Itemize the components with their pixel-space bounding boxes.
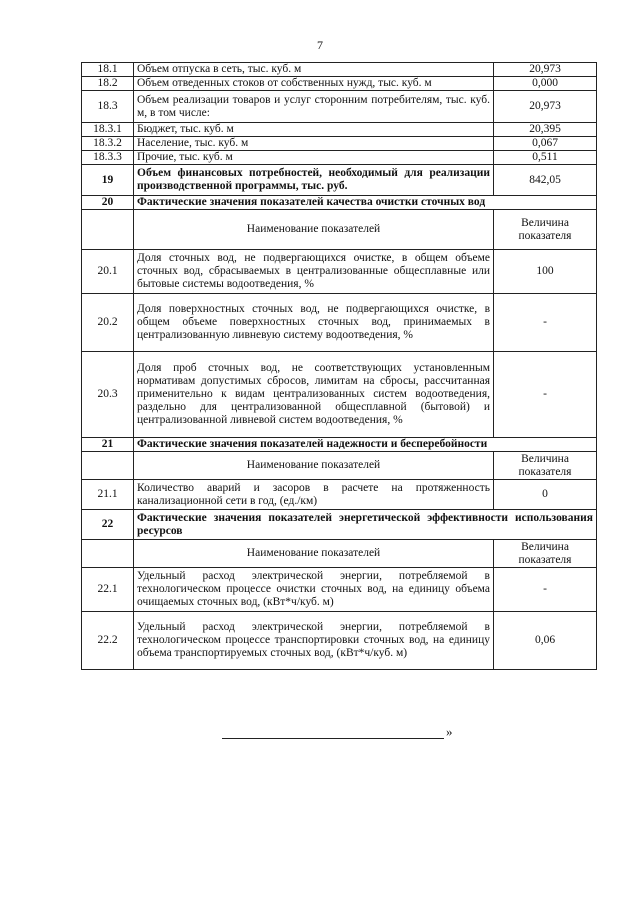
column-header-value: Величина показателя <box>494 210 597 250</box>
table-row-financial-needs <box>82 165 597 196</box>
row-number: 22.2 <box>82 612 134 670</box>
row-value: 20,973 <box>494 91 597 123</box>
table-row <box>82 250 597 294</box>
empty-cell <box>82 452 134 480</box>
column-header-row <box>82 540 597 568</box>
section-title: Фактические значения показателей энергетической эффективности использования ресурсов <box>134 510 597 540</box>
table-row <box>82 151 597 165</box>
section-number: 22 <box>82 510 134 540</box>
row-value: 0,511 <box>494 151 597 165</box>
row-description: Население, тыс. куб. м <box>134 137 494 151</box>
program-indicators-table <box>81 62 597 670</box>
table-row <box>82 352 597 438</box>
section-number: 20 <box>82 196 134 210</box>
row-value: 20,973 <box>494 63 597 77</box>
row-value: 100 <box>494 250 597 294</box>
row-number: 18.3.1 <box>82 123 134 137</box>
row-description: Количество аварий и засоров в расчете на протяженность канализационной сети в год, (ед./км) <box>134 480 494 510</box>
row-description: Объем отведенных стоков от собственных нужд, тыс. куб. м <box>134 77 494 91</box>
table-row <box>82 480 597 510</box>
row-number: 18.2 <box>82 77 134 91</box>
row-description: Доля поверхностных сточных вод, не подвергающихся очистке, в общем объеме поверхностных сточных вод, принимаемых в централизованную ливневую систему водоотведения, % <box>134 294 494 352</box>
table-row <box>82 123 597 137</box>
row-number: 22.1 <box>82 568 134 612</box>
row-number: 20.2 <box>82 294 134 352</box>
row-value: 0,000 <box>494 77 597 91</box>
row-value: 20,395 <box>494 123 597 137</box>
table-row <box>82 91 597 123</box>
row-number: 18.1 <box>82 63 134 77</box>
row-description: Удельный расход электрической энергии, потребляемой в технологическом процессе очистки сточных вод, на единицу объема очищаемых сточных вод, (кВт*ч/куб. м) <box>134 568 494 612</box>
table-row <box>82 568 597 612</box>
section-title: Фактические значения показателей качества очистки сточных вод <box>134 196 597 210</box>
column-header-name: Наименование показателей <box>134 210 494 250</box>
row-description: Доля проб сточных вод, не соответствующих установленным нормативам допустимых сбросов, лимитам на сбросы, рассчитанная применительно к видам централизованных систем водоотведения, раздельно для централизованной общесплавной (бытовой) и централизованной ливневой систем водоотведения, % <box>134 352 494 438</box>
row-value: 842,05 <box>494 165 597 196</box>
row-value: - <box>494 294 597 352</box>
table-row <box>82 612 597 670</box>
column-header-row <box>82 210 597 250</box>
column-header-value: Величина показателя <box>494 452 597 480</box>
page-number: 7 <box>317 38 323 52</box>
row-description: Объем реализации товаров и услуг сторонним потребителям, тыс. куб. м, в том числе: <box>134 91 494 123</box>
row-description: Объем отпуска в сеть, тыс. куб. м <box>134 63 494 77</box>
row-number: 21.1 <box>82 480 134 510</box>
section-header-22 <box>82 510 597 540</box>
row-number: 18.3 <box>82 91 134 123</box>
section-title: Фактические значения показателей надежности и бесперебойности <box>134 438 597 452</box>
row-description: Прочие, тыс. куб. м <box>134 151 494 165</box>
table-row <box>82 77 597 91</box>
column-header-value: Величина показателя <box>494 540 597 568</box>
closing-line <box>222 728 444 739</box>
row-number: 20.1 <box>82 250 134 294</box>
row-value: 0,067 <box>494 137 597 151</box>
row-number: 20.3 <box>82 352 134 438</box>
row-value: 0 <box>494 480 597 510</box>
table-row <box>82 137 597 151</box>
row-description: Объем финансовых потребностей, необходимый для реализации производственной программы, тыс. руб. <box>134 165 494 196</box>
row-number: 18.3.2 <box>82 137 134 151</box>
table-row <box>82 294 597 352</box>
row-description: Бюджет, тыс. куб. м <box>134 123 494 137</box>
row-description: Доля сточных вод, не подвергающихся очистке, в общем объеме сточных вод, сбрасываемых в централизованные общесплавные или бытовые системы водоотведения, % <box>134 250 494 294</box>
row-value: - <box>494 352 597 438</box>
row-number: 19 <box>82 165 134 196</box>
column-header-name: Наименование показателей <box>134 540 494 568</box>
empty-cell <box>82 210 134 250</box>
row-description: Удельный расход электрической энергии, потребляемой в технологическом процессе транспортировки сточных вод, на единицу объема транспортируемых сточных вод, (кВт*ч/куб. м) <box>134 612 494 670</box>
column-header-row <box>82 452 597 480</box>
section-header-20 <box>82 196 597 210</box>
section-number: 21 <box>82 438 134 452</box>
closing-quote-mark: » <box>446 724 453 739</box>
section-header-21 <box>82 438 597 452</box>
table-row <box>82 63 597 77</box>
row-value: - <box>494 568 597 612</box>
column-header-name: Наименование показателей <box>134 452 494 480</box>
row-value: 0,06 <box>494 612 597 670</box>
row-number: 18.3.3 <box>82 151 134 165</box>
empty-cell <box>82 540 134 568</box>
